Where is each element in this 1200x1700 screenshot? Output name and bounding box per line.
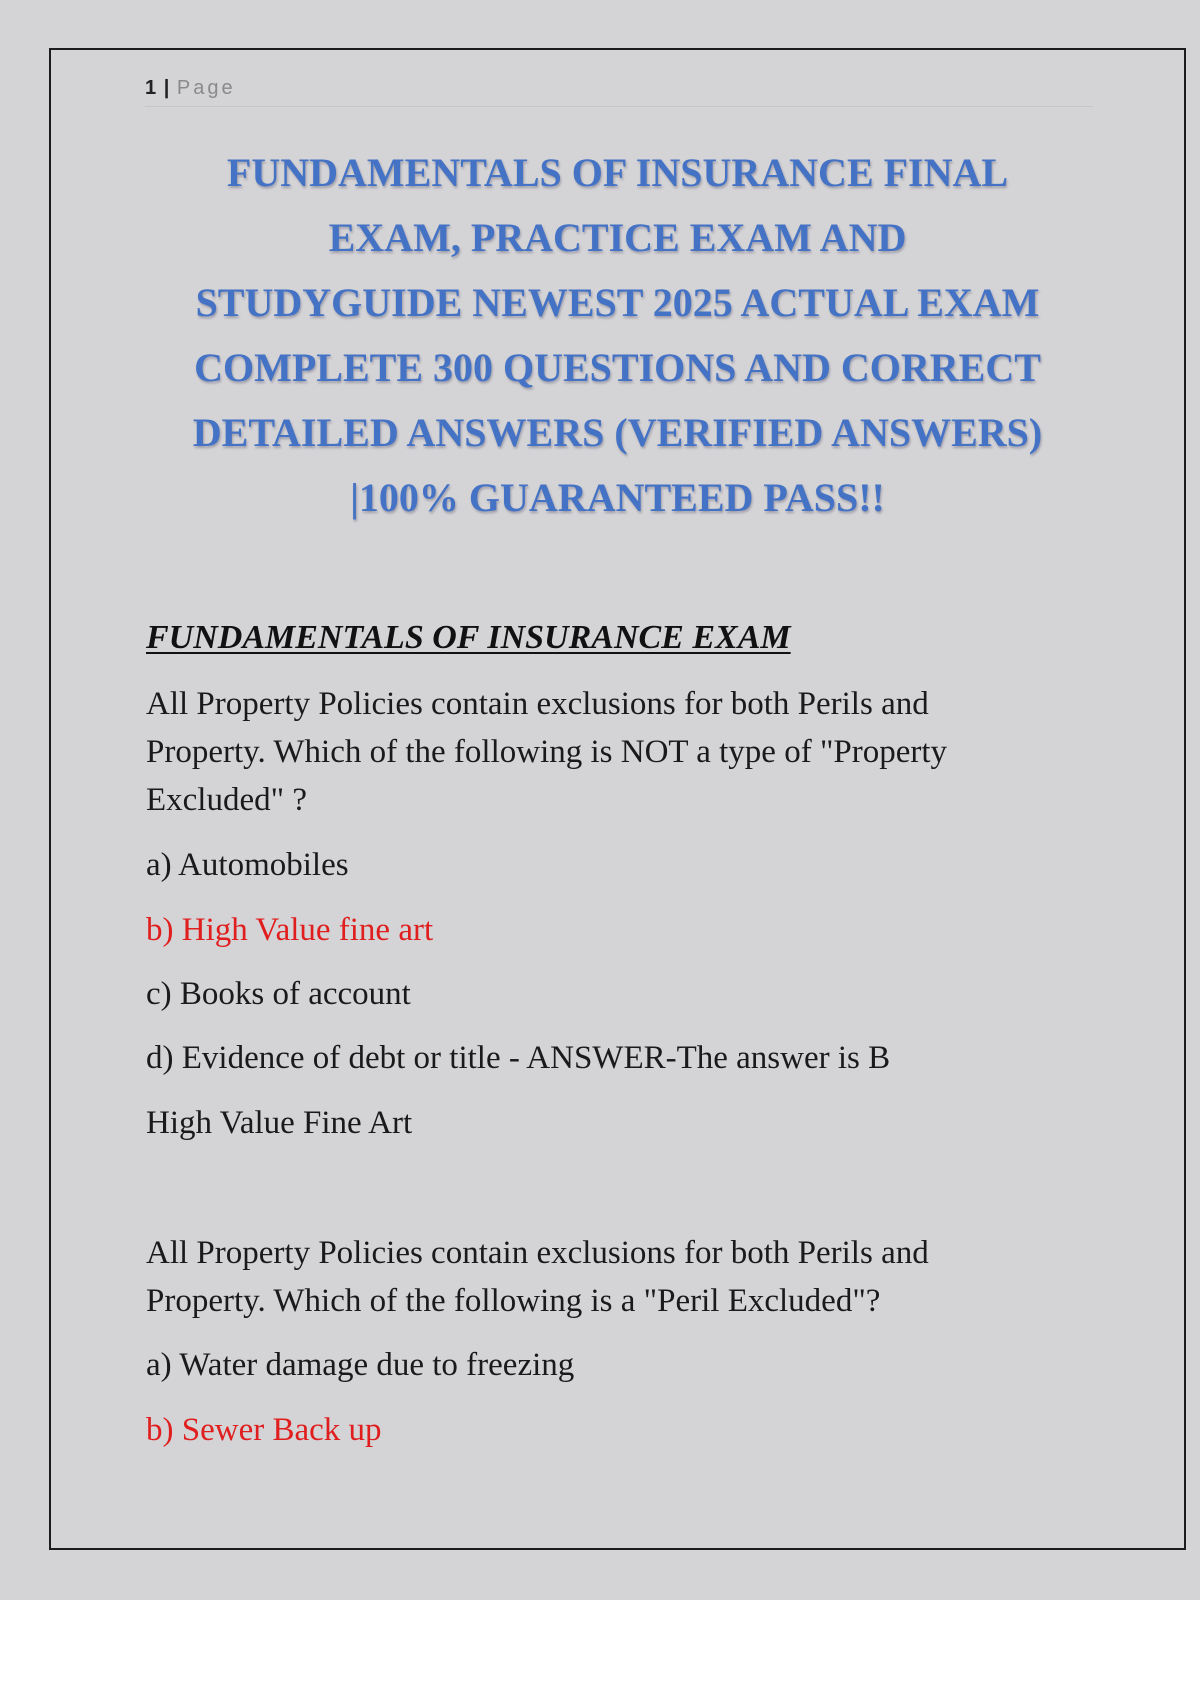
question-2-option-b-correct: b) Sewer Back up: [146, 1412, 382, 1448]
document-title: [140, 140, 1095, 530]
title-line: FUNDAMENTALS OF INSURANCE FINAL: [226, 150, 1009, 195]
title-line: |100% GUARANTEED PASS!!: [350, 475, 885, 520]
question-line: Excluded" ?: [146, 782, 307, 818]
title-line: COMPLETE 300 QUESTIONS AND CORRECT: [194, 345, 1041, 390]
page-header: [145, 74, 1093, 107]
page-label: Page: [176, 77, 236, 99]
page-number: 1: [145, 77, 157, 99]
question-line: Property. Which of the following is NOT a type of "Property: [146, 734, 948, 770]
question-1-text: [146, 680, 947, 824]
title-line: EXAM, PRACTICE EXAM AND: [328, 215, 907, 260]
section-heading: FUNDAMENTALS OF INSURANCE EXAM: [146, 619, 791, 656]
question-1-answer-detail: High Value Fine Art: [146, 1105, 413, 1141]
title-line: STUDYGUIDE NEWEST 2025 ACTUAL EXAM: [195, 280, 1040, 325]
question-2-option-a: a) Water damage due to freezing: [146, 1347, 575, 1383]
title-line: DETAILED ANSWERS (VERIFIED ANSWERS): [192, 410, 1043, 455]
question-1-option-d: d) Evidence of debt or title - ANSWER-The answer is B: [146, 1040, 891, 1076]
question-1-option-b-correct: b) High Value fine art: [146, 912, 434, 948]
question-1-option-c: c) Books of account: [146, 976, 411, 1012]
question-line: All Property Policies contain exclusions for both Perils and: [146, 1235, 929, 1271]
question-line: All Property Policies contain exclusions for both Perils and: [146, 686, 929, 722]
page-separator: |: [163, 77, 170, 99]
question-1-option-a: a) Automobiles: [146, 847, 349, 883]
question-line: Property. Which of the following is a "Peril Excluded"?: [146, 1283, 881, 1319]
question-2-text: [146, 1229, 929, 1325]
